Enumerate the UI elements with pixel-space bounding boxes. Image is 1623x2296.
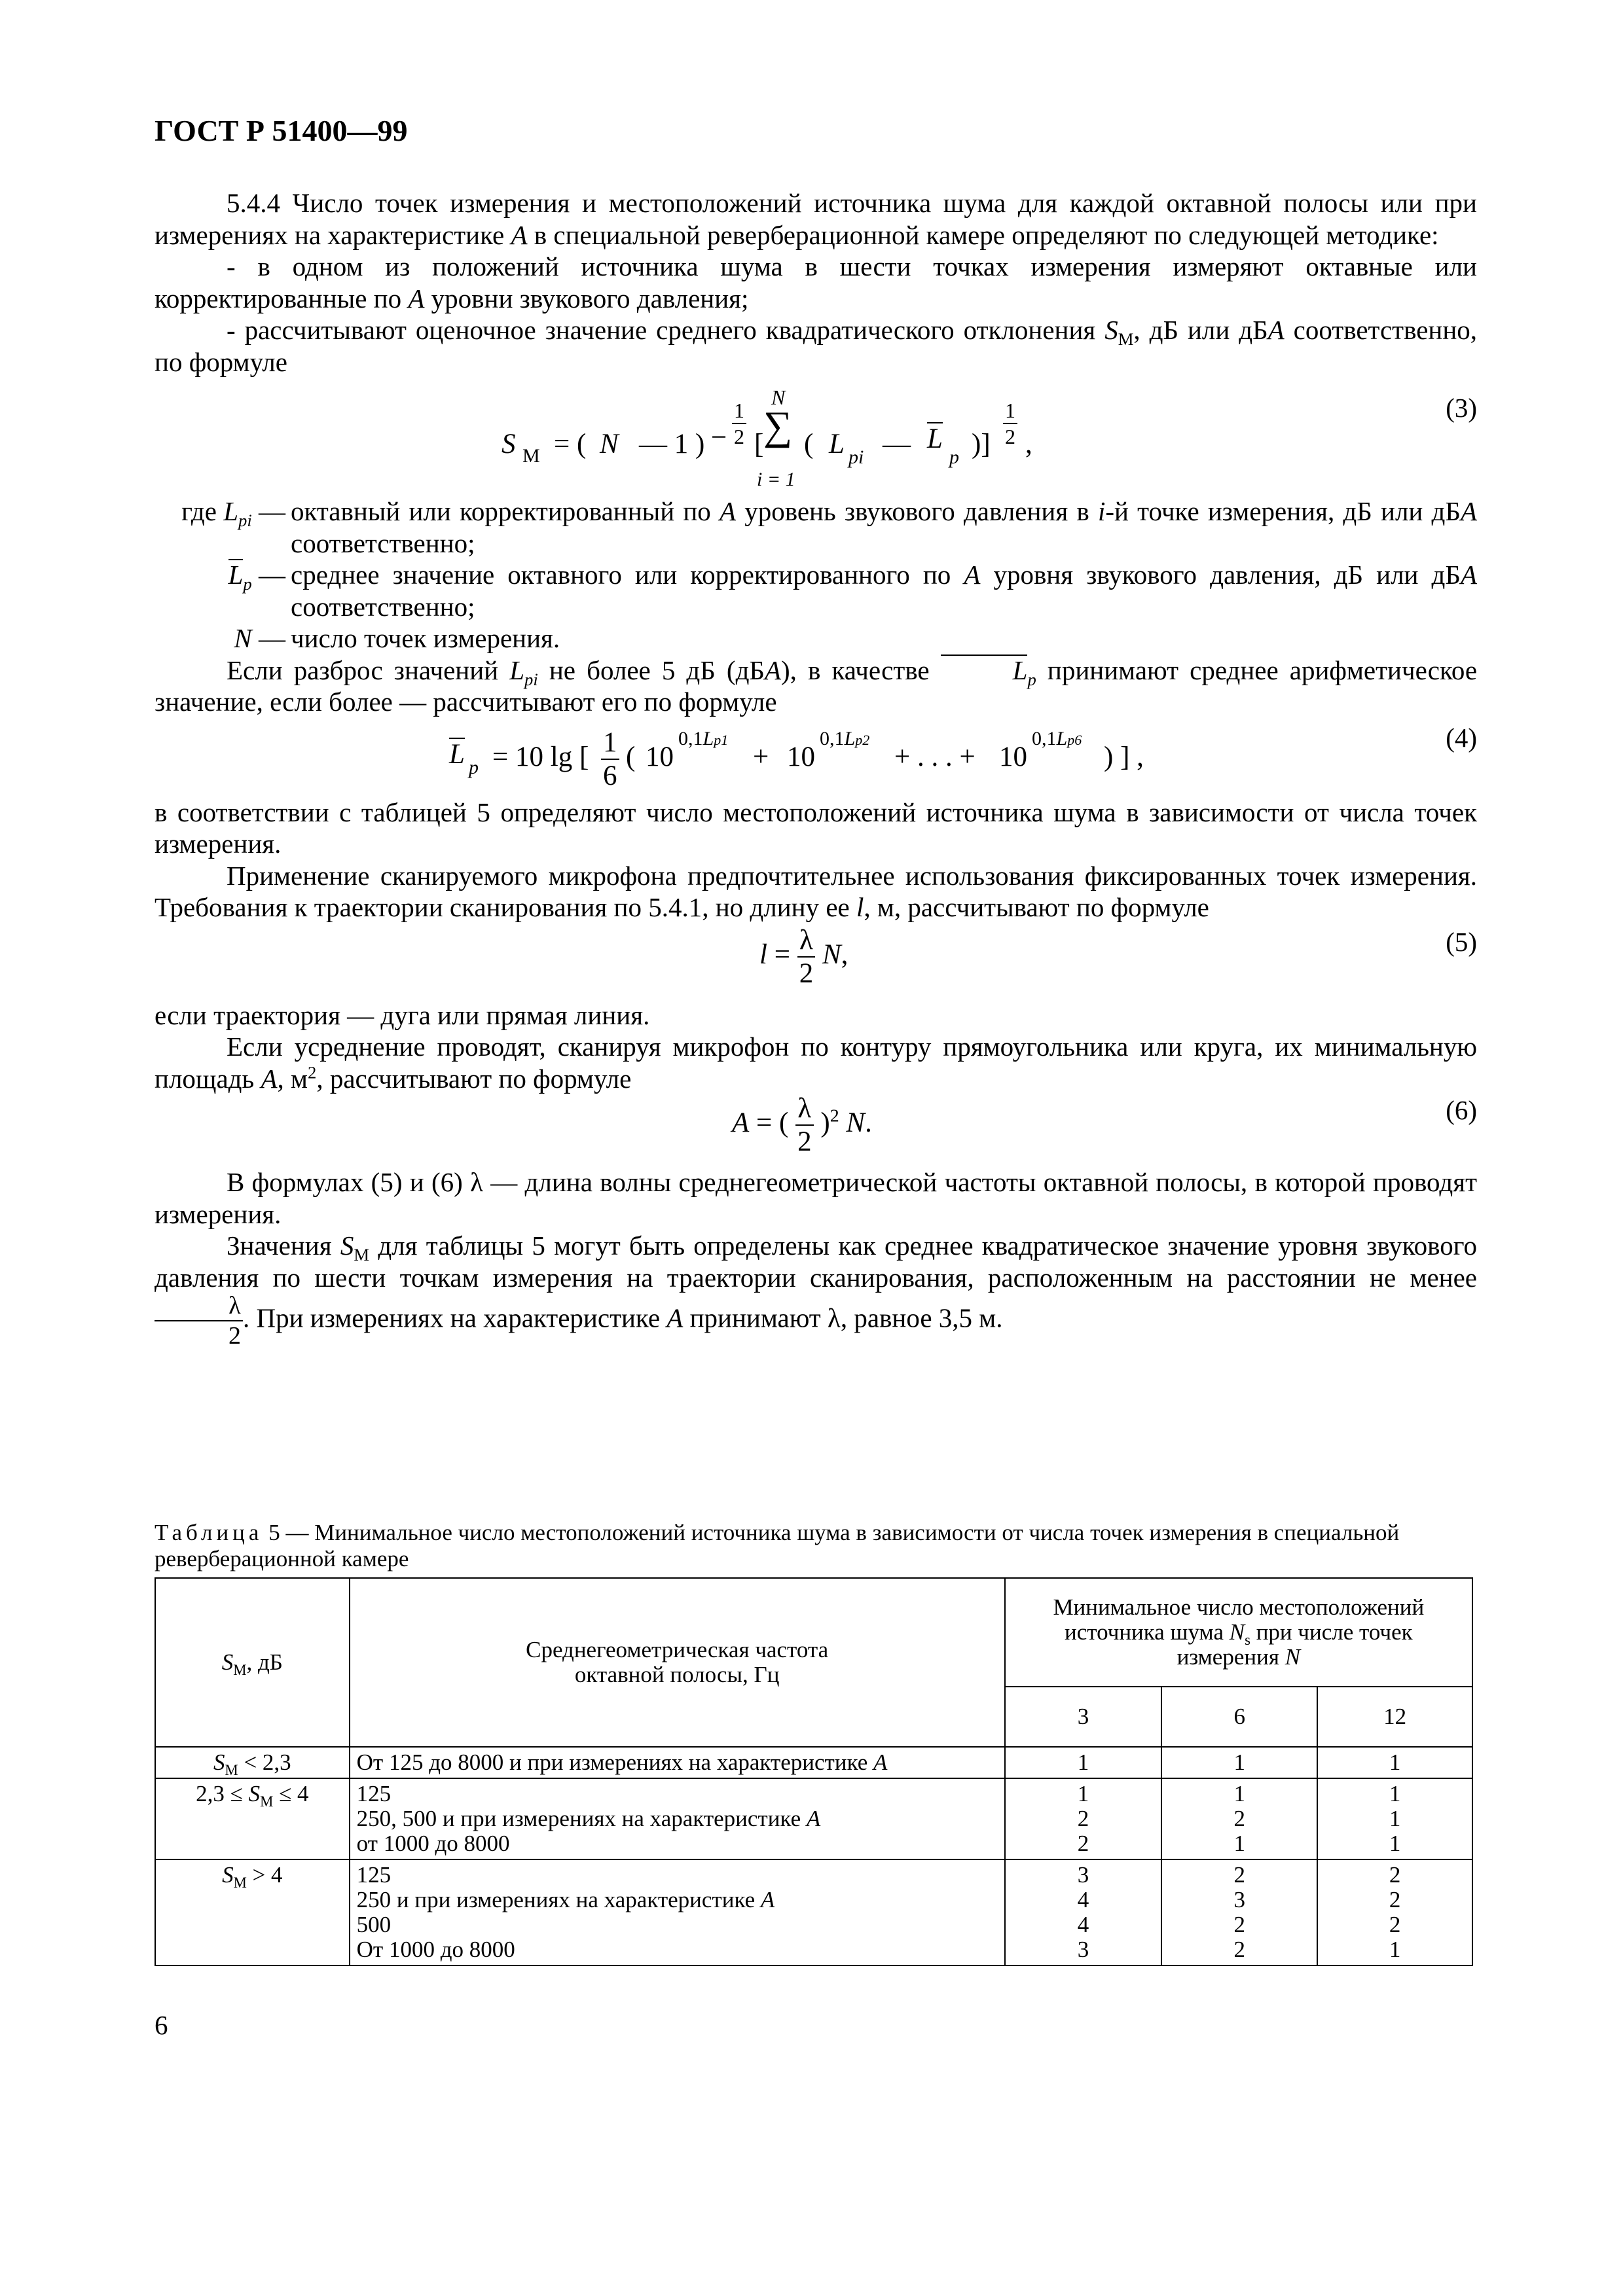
formula-5-number: (5) [1446,926,1477,957]
table-header-n12: 12 [1317,1687,1472,1747]
table-cell-value: 2 3 2 2 [1161,1859,1317,1965]
table-cell-frequency: 125 250 и при измерениях на характеристике А 500 От 1000 до 8000 [350,1859,1005,1965]
table-cell-value: 3 4 4 3 [1005,1859,1162,1965]
paragraph-area: Если усреднение проводят, сканируя микрофон по контуру прямоугольника или круга, их минимальную площадь А, $м^2$, рассчитывают по формуле [155,1031,1477,1094]
table-cell-value: 1 [1317,1747,1472,1778]
table-cell-condition: $2,3 \le S_M \le 4$ [155,1778,350,1859]
table-cell-value: 1 1 1 [1317,1778,1472,1859]
table-header-frequency: Среднегеометрическая частота октавной полосы, Гц [350,1578,1005,1747]
table-cell-condition: $S_M > 4$ [155,1859,350,1965]
def-desc-lpi: октавный или корректированный по А уровень звукового давления в i-й точке измерения, дБ или дБА соответственно; [291,496,1477,558]
paragraph-table5-ref: в соответствии с таблицей 5 определяют число местоположений источника шума в зависимости от числа точек измерения. [155,797,1477,859]
document-body [155,187,1477,1348]
def-desc-lp: среднее значение октавного или корректированного по А уровня звукового давления, дБ или дБА соответственно; [291,560,1477,622]
def-term-lp: $L_p$ — [228,560,285,594]
def-term-lpi: где $L_{pi}$ — [181,496,285,531]
table-cell-value: 1 [1005,1747,1162,1778]
table-5-caption: Таблица 5 — Минимальное число местоположений источника шума в зависимости от числа точек измерения в специальной реверберационной камере [155,1520,1400,1571]
table-row-group-2 [155,1778,1472,1859]
formula-3: (3) S M = ( N — 1 ) − $\frac{1}{2}$ [ N ∑ i = 1 ( L pi — L p )] $\frac{1}{2}$ , [501,386,1477,490]
table-cell-frequency: От 125 до 8000 и при измерениях на характеристике А [350,1747,1005,1778]
table-cell-frequency: 125 250, 500 и при измерениях на характеристике А от 1000 до 8000 [350,1778,1005,1859]
document-code-header: ГОСТ Р 51400—99 [155,114,408,147]
paragraph-arc: если траектория — дуга или прямая линия. [155,999,650,1030]
table-cell-condition: $S_M < 2,3$ [155,1747,350,1778]
def-desc-n: число точек измерения. [291,623,560,653]
paragraph-lambda: В формулах (5) и (6) λ — длина волны среднегеометрической частоты октавной полосы, в которой проводят измерения. [155,1167,1477,1229]
table-5 [155,1577,1473,1966]
table-header-min-positions: Минимальное число местоположений источника шума $N_s$ при числе точек измерения N [1005,1578,1472,1687]
paragraph-5-4-4: 5.4.4 Число точек измерения и местоположений источника шума для каждой октавной полосы или при измерениях на характеристике А в специальной реверберационной камере определяют по следующей методике: [155,188,1477,250]
paragraph-spread: Если разброс значений $L_{pi}$ не более 5 дБ (дБА), в качестве $L_p$ принимают среднее арифметическое значение, если более — рассчитывают его по формуле [155,655,1478,717]
paragraph-scan: Применение сканируемого микрофона предпочтительнее использования фиксированных точек измерения. Требования к траектории сканирования по 5.4.1, но длину ее l, м, рассчитывают по формуле [155,860,1477,922]
table-row-group-3 [155,1859,1472,1965]
formula-4-number: (4) [1446,722,1477,753]
table-header-n3: 3 [1005,1687,1162,1747]
table-header-sm: $S_M$, дБ [155,1578,350,1747]
paragraph-step-measure: - в одном из положений источника шума в шести точках измерения измеряют октавные или корректированные по А уровни звукового давления; [155,251,1477,314]
paragraph-values: Значения $S_M$ для таблицы 5 могут быть определены как среднее квадратическое значение уровня звукового давления по шести точкам измерения на траектории сканирования, расположенным на расстоянии не менее $\frac{\lambda}{2}$ . При измерениях на характеристике А принимают λ, равное 3,5 м. [155,1230,1477,1350]
formula-5: (5) l = $\frac{\lambda}{2}$ N, [759,924,1477,989]
table-row-group-1 [155,1747,1472,1778]
formula-4: (4) L p = 10 lg [ $\frac{1}{6}$ ( 10 0,1Lp1 + 10 0,1Lp2 + . . . + 10 0,1Lp6 ) ] , [449,722,1477,791]
table-cell-value: 1 2 1 [1161,1778,1317,1859]
table-cell-value: 1 2 2 [1005,1778,1162,1859]
table-header-n6: 6 [1161,1687,1317,1747]
formula-6-number: (6) [1446,1095,1477,1125]
formula-3-number: (3) [1446,393,1477,423]
def-term-n: N — [234,623,285,653]
table-cell-value: 1 [1161,1747,1317,1778]
formula-6: (6) А = ( $\frac{\lambda}{2}$ )$^2$ N. [732,1093,1477,1157]
page-number: 6 [155,2010,168,2040]
table-cell-value: 2 2 2 1 [1317,1859,1472,1965]
definitions-list [155,495,1477,655]
paragraph-step-calc: - рассчитывают оценочное значение среднего квадратического отклонения $S_M$, дБ или дБА соответственно, по формуле [155,315,1478,377]
